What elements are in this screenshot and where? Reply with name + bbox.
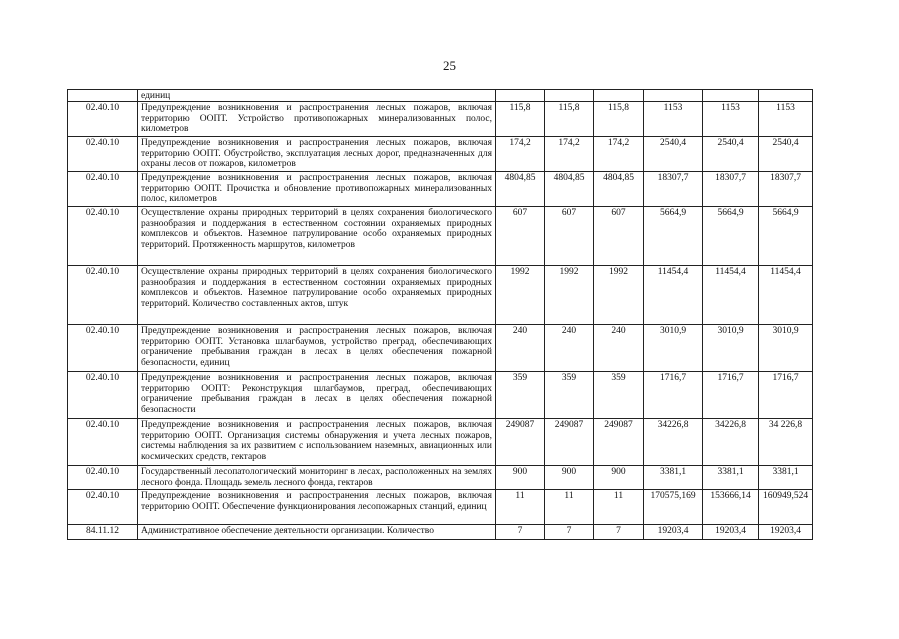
okved-code: 02.40.10 <box>68 207 138 266</box>
value-cell: 249087 <box>594 419 644 466</box>
service-description: Предупреждение возникновения и распространения лесных пожаров, включая территорию ООПТ. Прочистка и обновление противопожарных минерализованных полос, километров <box>138 172 496 207</box>
okved-code <box>68 90 138 102</box>
table-row <box>68 90 813 102</box>
value-cell: 115,8 <box>594 102 644 137</box>
table-row <box>68 137 813 172</box>
value-cell: 4804,85 <box>594 172 644 207</box>
value-cell: 18307,7 <box>703 172 759 207</box>
value-cell: 34226,8 <box>703 419 759 466</box>
value-cell: 1153 <box>759 102 813 137</box>
value-cell: 11454,4 <box>703 266 759 325</box>
value-cell: 18307,7 <box>759 172 813 207</box>
value-cell: 5664,9 <box>644 207 703 266</box>
value-cell: 5664,9 <box>759 207 813 266</box>
value-cell: 3381,1 <box>644 466 703 490</box>
value-cell: 359 <box>496 372 545 419</box>
value-cell <box>703 90 759 102</box>
value-cell: 900 <box>545 466 594 490</box>
value-cell: 2540,4 <box>759 137 813 172</box>
value-cell: 11 <box>545 490 594 525</box>
service-description: Осуществление охраны природных территорий в целях сохранения биологического разнообразия и поддержания в естественном состоянии охраняемых природных комплексов и объектов. Наземное патрулирование особо охраняемых природных территорий. Количество составленных актов, штук <box>138 266 496 325</box>
table-row <box>68 525 813 540</box>
value-cell: 900 <box>594 466 644 490</box>
value-cell: 153666,14 <box>703 490 759 525</box>
service-description: Административное обеспечение деятельности организации. Количество <box>138 525 496 540</box>
value-cell: 5664,9 <box>703 207 759 266</box>
value-cell: 115,8 <box>496 102 545 137</box>
value-cell: 3381,1 <box>703 466 759 490</box>
okved-code: 02.40.10 <box>68 490 138 525</box>
value-cell: 7 <box>594 525 644 540</box>
value-cell: 1992 <box>594 266 644 325</box>
value-cell: 170575,169 <box>644 490 703 525</box>
value-cell <box>496 90 545 102</box>
value-cell <box>545 90 594 102</box>
value-cell: 240 <box>545 325 594 372</box>
value-cell: 359 <box>594 372 644 419</box>
value-cell: 115,8 <box>545 102 594 137</box>
okved-code: 02.40.10 <box>68 102 138 137</box>
table-row <box>68 325 813 372</box>
value-cell: 240 <box>496 325 545 372</box>
okved-code: 02.40.10 <box>68 266 138 325</box>
table-row <box>68 102 813 137</box>
value-cell: 3381,1 <box>759 466 813 490</box>
value-cell: 18307,7 <box>644 172 703 207</box>
table-row <box>68 466 813 490</box>
service-description: Предупреждение возникновения и распространения лесных пожаров, включая территорию ООПТ. Организация системы обнаружения и учета лесных пожаров, системы наблюдения за их развитием с использованием наземных, авиационных или космических средств, гектаров <box>138 419 496 466</box>
value-cell: 34 226,8 <box>759 419 813 466</box>
value-cell: 1992 <box>496 266 545 325</box>
value-cell: 174,2 <box>594 137 644 172</box>
budget-table <box>67 89 813 540</box>
value-cell: 7 <box>496 525 545 540</box>
service-description: Предупреждение возникновения и распространения лесных пожаров, включая территорию ООПТ. Обустройство, эксплуатация лесных дорог, предназначенных для охраны лесов от пожаров, километров <box>138 137 496 172</box>
service-description: единиц <box>138 90 496 102</box>
service-description: Осуществление охраны природных территорий в целях сохранения биологического разнообразия и поддержания в естественном состоянии охраняемых природных комплексов и объектов. Наземное патрулирование особо охраняемых природных территорий. Протяженность маршрутов, километров <box>138 207 496 266</box>
page-number: 25 <box>443 58 456 73</box>
value-cell: 174,2 <box>545 137 594 172</box>
value-cell: 19203,4 <box>759 525 813 540</box>
table-row <box>68 490 813 525</box>
table-row <box>68 419 813 466</box>
value-cell <box>644 90 703 102</box>
okved-code: 02.40.10 <box>68 419 138 466</box>
value-cell: 1716,7 <box>703 372 759 419</box>
value-cell: 11454,4 <box>644 266 703 325</box>
table-row <box>68 172 813 207</box>
value-cell: 160949,524 <box>759 490 813 525</box>
okved-code: 02.40.10 <box>68 372 138 419</box>
value-cell <box>594 90 644 102</box>
value-cell: 900 <box>496 466 545 490</box>
service-description: Предупреждение возникновения и распространения лесных пожаров, включая территорию ООПТ. Устройство противопожарных минерализованных полос, километров <box>138 102 496 137</box>
value-cell: 11 <box>594 490 644 525</box>
service-description: Предупреждение возникновения и распространения лесных пожаров, включая территорию ООПТ. Установка шлагбаумов, устройство преград, обеспечивающих ограничение пребывания граждан в лесах в целях обеспечения пожарной безопасности, единиц <box>138 325 496 372</box>
value-cell: 11 <box>496 490 545 525</box>
value-cell: 174,2 <box>496 137 545 172</box>
value-cell: 2540,4 <box>703 137 759 172</box>
value-cell: 1716,7 <box>644 372 703 419</box>
okved-code: 02.40.10 <box>68 172 138 207</box>
table-row <box>68 207 813 266</box>
value-cell: 3010,9 <box>759 325 813 372</box>
value-cell: 1992 <box>545 266 594 325</box>
value-cell: 7 <box>545 525 594 540</box>
service-description: Государственный лесопатологический мониторинг в лесах, расположенных на землях лесного фонда. Площадь земель лесного фонда, гектаров <box>138 466 496 490</box>
value-cell: 34226,8 <box>644 419 703 466</box>
value-cell: 4804,85 <box>496 172 545 207</box>
value-cell: 607 <box>594 207 644 266</box>
value-cell: 11454,4 <box>759 266 813 325</box>
value-cell: 3010,9 <box>703 325 759 372</box>
okved-code: 02.40.10 <box>68 325 138 372</box>
value-cell: 359 <box>545 372 594 419</box>
value-cell: 3010,9 <box>644 325 703 372</box>
service-description: Предупреждение возникновения и распространения лесных пожаров, включая территорию ООПТ. Обеспечение функционирования лесопожарных станций, единиц <box>138 490 496 525</box>
value-cell: 607 <box>545 207 594 266</box>
okved-code: 02.40.10 <box>68 137 138 172</box>
value-cell <box>759 90 813 102</box>
value-cell: 249087 <box>496 419 545 466</box>
value-cell: 19203,4 <box>703 525 759 540</box>
service-description: Предупреждение возникновения и распространения лесных пожаров, включая территорию ООПТ: Реконструкция шлагбаумов, преград, обеспечивающих ограничение пребывания граждан в лесах в целях обеспечения пожарной безопасности <box>138 372 496 419</box>
table-row <box>68 372 813 419</box>
value-cell: 249087 <box>545 419 594 466</box>
value-cell: 240 <box>594 325 644 372</box>
value-cell: 607 <box>496 207 545 266</box>
value-cell: 19203,4 <box>644 525 703 540</box>
value-cell: 1153 <box>703 102 759 137</box>
value-cell: 4804,85 <box>545 172 594 207</box>
value-cell: 1153 <box>644 102 703 137</box>
table-row <box>68 266 813 325</box>
value-cell: 2540,4 <box>644 137 703 172</box>
value-cell: 1716,7 <box>759 372 813 419</box>
okved-code: 02.40.10 <box>68 466 138 490</box>
okved-code: 84.11.12 <box>68 525 138 540</box>
